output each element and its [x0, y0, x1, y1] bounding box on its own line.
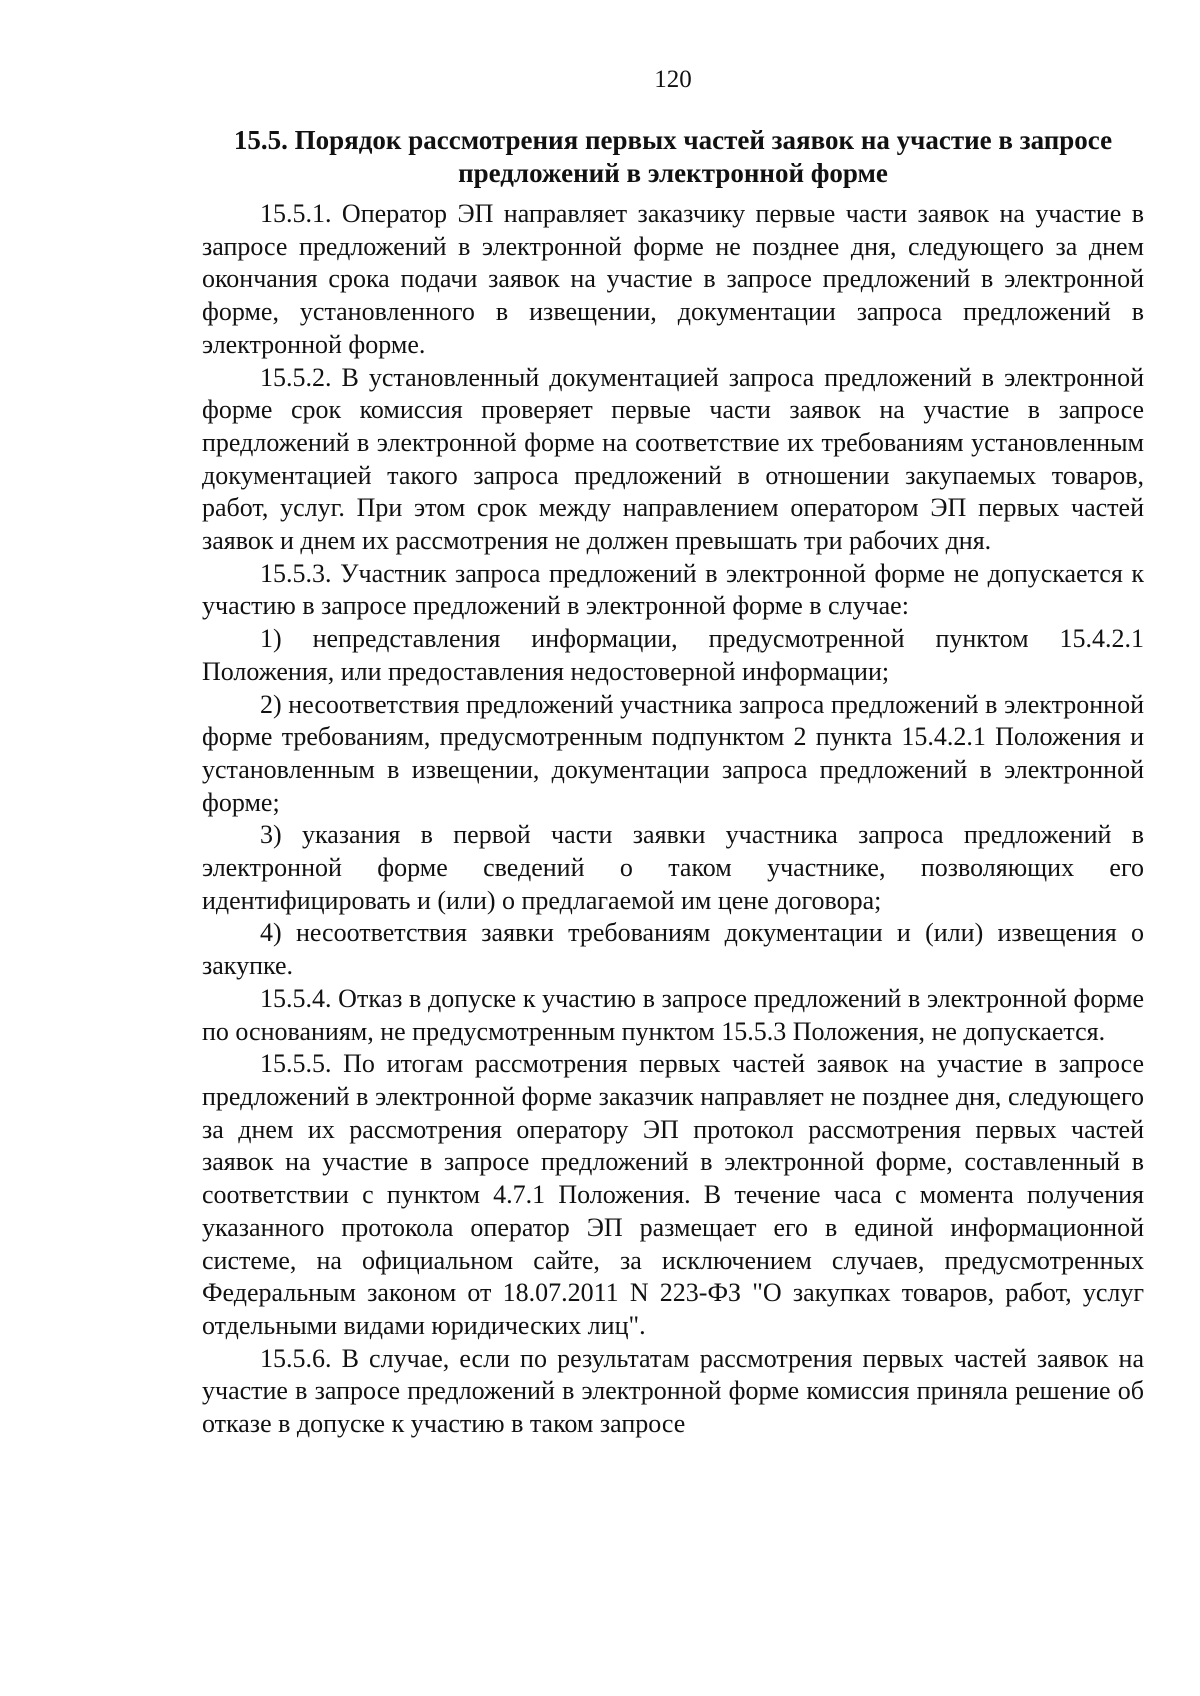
paragraph-15-5-1: 15.5.1. Оператор ЭП направляет заказчику первые части заявок на участие в запросе предложений в электронной форме не позднее дня, следующего за днем окончания срока подачи заявок на участие в запросе предложений в электронной форме, установленного в извещении, документации запроса предложений в электронной форме. — [202, 199, 1144, 359]
section-title: 15.5. Порядок рассмотрения первых частей заявок на участие в запросе предложений в электронной форме — [233, 125, 1113, 188]
paragraph-15-5-5: 15.5.5. По итогам рассмотрения первых частей заявок на участие в запросе предложений в электронной форме заказчик направляет не позднее дня, следующего за днем их рассмотрения оператору ЭП протокол рассмотрения первых частей заявок на участие в запросе предложений в электронной форме, составленный в соответствии с пунктом 4.7.1 Положения. В течение часа с момента получения указанного протокола оператор ЭП размещает его в единой информационной системе, на официальном сайте, за исключением случаев, предусмотренных Федеральным законом от 18.07.2011 N 223-ФЗ "О закупках товаров, работ, услуг отдельными видами юридических лиц". — [202, 1049, 1144, 1340]
list-item-4: 4) несоответствия заявки требованиям документации и (или) извещения о закупке. — [202, 918, 1144, 981]
paragraph-15-5-2: 15.5.2. В установленный документацией запроса предложений в электронной форме срок комиссия проверяет первые части заявок на участие в запросе предложений в электронной форме на соответствие их требованиям установленным документацией такого запроса предложений в отношении закупаемых товаров, работ, услуг. При этом срок между направлением оператором ЭП первых частей заявок и днем их рассмотрения не должен превышать три рабочих дня. — [202, 362, 1144, 556]
list-item-1: 1) непредставления информации, предусмотренной пунктом 15.4.2.1 Положения, или предоставления недостоверной информации; — [202, 624, 1144, 686]
document-page — [202, 64, 1144, 1441]
paragraph-15-5-3: 15.5.3. Участник запроса предложений в электронной форме не допускается к участию в запросе предложений в электронной форме в случае: — [202, 558, 1144, 621]
list-item-3: 3) указания в первой части заявки участника запроса предложений в электронной форме сведений о таком участнике, позволяющих его идентифицировать и (или) о предлагаемой им цене договора; — [202, 820, 1144, 915]
paragraph-15-5-6: 15.5.6. В случае, если по результатам рассмотрения первых частей заявок на участие в запросе предложений в электронной форме комиссия приняла решение об отказе в допуске к участию в таком запросе — [202, 1343, 1144, 1439]
list-item-2: 2) несоответствия предложений участника запроса предложений в электронной форме требованиям, предусмотренным подпунктом 2 пункта 15.4.2.1 Положения и установленным в извещении, документации запроса предложений в электронной форме; — [202, 689, 1144, 817]
page-number: 120 — [654, 66, 692, 93]
paragraph-15-5-4: 15.5.4. Отказ в допуске к участию в запросе предложений в электронной форме по основаниям, не предусмотренным пунктом 15.5.3 Положения, не допускается. — [202, 983, 1144, 1046]
